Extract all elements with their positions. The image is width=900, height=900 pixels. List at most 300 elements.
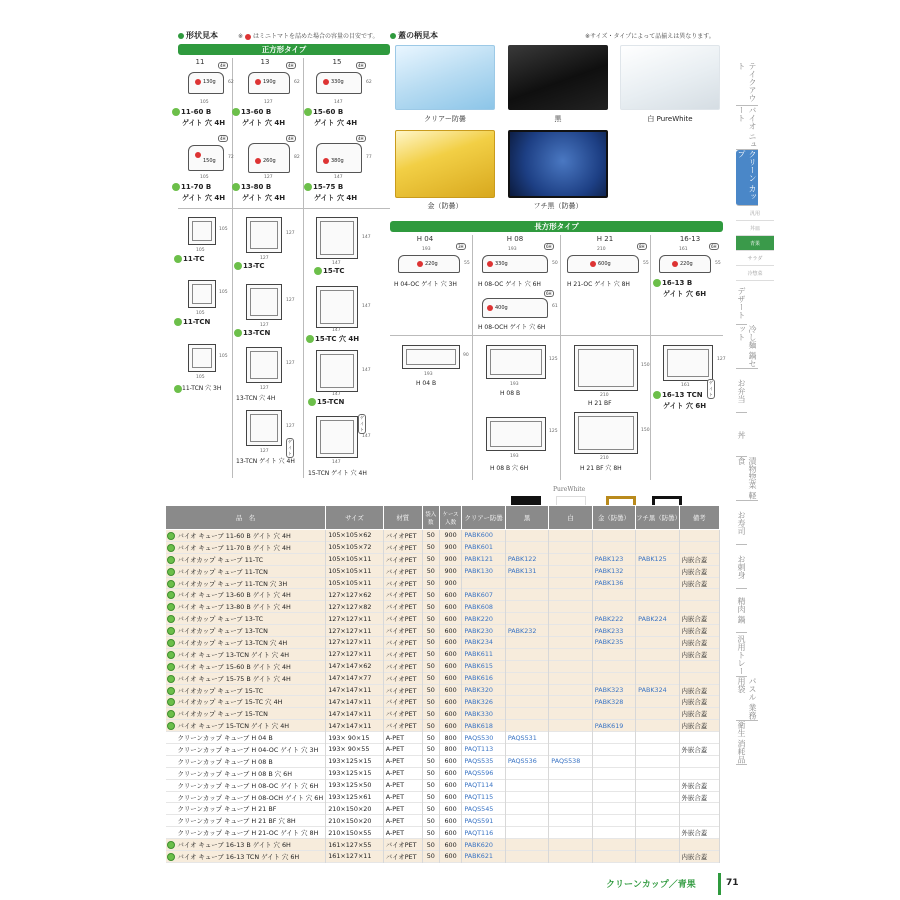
bag-count-cell: 50 — [422, 851, 439, 863]
product-label: 15-TC — [314, 267, 345, 275]
lid-photo-fuchi-black — [508, 130, 608, 198]
clear-code-cell: PABK601 — [462, 541, 505, 553]
remark-cell: 内嵌合蓋 — [679, 708, 719, 720]
table-row — [166, 839, 720, 851]
remark-cell — [679, 530, 719, 542]
lid-photo-clear — [395, 45, 495, 110]
clear-code-cell: PABK326 — [462, 696, 505, 708]
clear-code-cell: PABK330 — [462, 708, 505, 720]
product-label: H 08 B — [500, 390, 521, 397]
table-row — [166, 684, 720, 696]
clear-code-cell: PAQT116 — [462, 827, 505, 839]
black-code-cell — [505, 815, 548, 827]
eco-leaf-icon — [304, 108, 312, 116]
lid-label-black: 黒 — [554, 115, 562, 123]
clear-code-cell: PABK600 — [462, 530, 505, 542]
hole-badge: 4H — [288, 63, 294, 68]
bag-count-cell: 50 — [422, 637, 439, 649]
clear-code-cell: PABK130 — [462, 565, 505, 577]
black-code-cell — [505, 637, 548, 649]
material-cell: バイオPET — [383, 577, 422, 589]
black-code-cell: PAQS536 — [505, 755, 548, 767]
black-code-cell — [505, 696, 548, 708]
case-count-cell: 600 — [439, 779, 462, 791]
white-code-cell — [549, 530, 592, 542]
black-code-cell — [505, 791, 548, 803]
eco-leaf-icon — [653, 391, 661, 399]
name-cell: クリーンカップ キューブ H 08 B — [166, 755, 326, 767]
red-dot-icon — [417, 261, 423, 267]
bag-count-cell: 50 — [422, 648, 439, 660]
red-dot-icon — [255, 79, 261, 85]
fuchi-code-cell — [636, 767, 679, 779]
case-count-cell: 600 — [439, 851, 462, 863]
gold-code-cell — [592, 672, 635, 684]
name-cell: バイオカップ キューブ 11-TC — [166, 553, 326, 565]
lid-drawing — [316, 286, 358, 328]
material-cell: バイオPET — [383, 553, 422, 565]
case-count-cell: 600 — [439, 708, 462, 720]
cup-drawing: 330g — [482, 255, 548, 273]
material-cell: バイオPET — [383, 851, 422, 863]
side-tab[interactable]: 衛生 消耗品 — [737, 721, 746, 764]
side-subtab[interactable]: サラダ — [736, 251, 774, 266]
clear-code-cell: PABK616 — [462, 672, 505, 684]
material-cell: バイオPET — [383, 601, 422, 613]
material-cell: A-PET — [383, 815, 422, 827]
material-cell: A-PET — [383, 755, 422, 767]
col-black: 黒 — [505, 506, 548, 530]
lid-drawing — [246, 347, 282, 383]
col-bag: 袋入数 — [422, 506, 439, 530]
table-body — [166, 530, 720, 863]
white-code-cell — [549, 696, 592, 708]
product-label: 15-60 B — [304, 108, 343, 116]
name-cell: バイオカップ キューブ 13-TCN — [166, 625, 326, 637]
red-dot-icon — [487, 261, 493, 267]
black-code-cell: PABK122 — [505, 553, 548, 565]
remark-cell: 外嵌合蓋 — [679, 827, 719, 839]
gold-code-cell — [592, 732, 635, 744]
gold-code-cell: PABK233 — [592, 625, 635, 637]
lid-drawing — [188, 344, 216, 372]
eco-leaf-icon — [167, 544, 175, 552]
eco-leaf-icon — [167, 675, 175, 683]
clear-code-cell: PABK230 — [462, 625, 505, 637]
lid-drawing — [486, 417, 546, 451]
side-tab[interactable]: お刺身 — [736, 545, 747, 589]
table-row — [166, 720, 720, 732]
material-cell: バイオPET — [383, 613, 422, 625]
black-code-cell — [505, 672, 548, 684]
clear-code-cell: PABK621 — [462, 851, 505, 863]
hole-badge: 6H — [546, 244, 552, 249]
hole-badge: 8H — [639, 244, 645, 249]
bag-count-cell: 50 — [422, 613, 439, 625]
eco-leaf-icon — [232, 183, 240, 191]
fuchi-code-cell — [636, 815, 679, 827]
col-head-h08: H 08 — [506, 235, 524, 243]
name-cell: バイオ キューブ 11-60 B ゲイト 穴 4H — [166, 530, 326, 542]
product-label: 13-60 B — [232, 108, 271, 116]
size-cell: 127×127×62 — [326, 589, 384, 601]
col-head-15: 15 — [332, 58, 342, 66]
grid-divider — [472, 235, 473, 480]
side-tab[interactable]: お弁当 — [736, 369, 747, 413]
size-cell: 193×125×50 — [326, 779, 384, 791]
fuchi-code-cell — [636, 696, 679, 708]
eco-leaf-icon — [172, 108, 180, 116]
case-count-cell: 600 — [439, 648, 462, 660]
table-row — [166, 613, 720, 625]
rect-type-bar: 長方形タイプ — [390, 221, 723, 232]
name-cell: クリーンカップ キューブ H 04 B — [166, 732, 326, 744]
white-code-cell — [549, 815, 592, 827]
black-code-cell — [505, 613, 548, 625]
side-tab[interactable]: テイクアウト — [736, 62, 758, 106]
size-cell: 210×150×20 — [326, 803, 384, 815]
bag-count-cell: 50 — [422, 720, 439, 732]
side-tab[interactable]: クリーン カップ — [736, 150, 758, 206]
gold-code-cell — [592, 839, 635, 851]
clear-code-cell: PABK607 — [462, 589, 505, 601]
product-label: H 08-OC ゲイト 穴 6H — [478, 281, 541, 288]
material-cell: A-PET — [383, 732, 422, 744]
lid-photo-black — [508, 45, 608, 110]
hole-badge: 4H — [220, 136, 226, 141]
fuchi-code-cell — [636, 565, 679, 577]
product-label: H 08 B 穴 6H — [490, 465, 529, 472]
black-code-cell — [505, 827, 548, 839]
table-row — [166, 803, 720, 815]
size-cell: 161×127×11 — [326, 851, 384, 863]
eco-leaf-icon — [167, 639, 175, 647]
remark-cell — [679, 839, 719, 851]
side-tab[interactable]: パスル 業務用袋 — [737, 677, 757, 720]
black-code-cell — [505, 541, 548, 553]
lid-label-fuchi-black: フチ黒（防曇） — [533, 202, 583, 210]
white-code-cell — [549, 720, 592, 732]
material-cell: バイオPET — [383, 660, 422, 672]
side-subtab[interactable]: 冷惣菜 — [736, 266, 774, 281]
size-cell: 193× 90×15 — [326, 732, 384, 744]
product-label: 11-70 B — [172, 183, 211, 191]
lid-label-white: 白 PureWhite — [647, 115, 693, 123]
case-count-cell: 600 — [439, 637, 462, 649]
cup-drawing: 380g — [316, 143, 362, 173]
side-index — [736, 62, 774, 765]
case-count-cell: 900 — [439, 565, 462, 577]
lid-drawing — [188, 217, 216, 245]
material-cell: A-PET — [383, 827, 422, 839]
remark-cell — [679, 815, 719, 827]
white-code-cell — [549, 767, 592, 779]
col-case: ケース入数 — [439, 506, 462, 530]
size-cell: 105×105×62 — [326, 530, 384, 542]
product-label: 11-TC — [174, 255, 205, 263]
case-count-cell: 600 — [439, 839, 462, 851]
fuchi-code-cell — [636, 660, 679, 672]
size-cell: 147×147×11 — [326, 708, 384, 720]
grid-divider — [303, 58, 304, 478]
material-cell: A-PET — [383, 744, 422, 756]
name-cell: クリーンカップ キューブ H 08 B 穴 6H — [166, 767, 326, 779]
gold-code-cell — [592, 827, 635, 839]
size-cell: 147×147×11 — [326, 684, 384, 696]
gold-code-cell — [592, 589, 635, 601]
hole-badge: 4H — [288, 136, 294, 141]
gold-code-cell — [592, 530, 635, 542]
black-code-cell — [505, 839, 548, 851]
white-code-cell: PAQS538 — [549, 755, 592, 767]
col-material: 材質 — [383, 506, 422, 530]
bag-count-cell: 50 — [422, 791, 439, 803]
gold-code-cell — [592, 708, 635, 720]
bag-count-cell: 50 — [422, 553, 439, 565]
bag-count-cell: 50 — [422, 541, 439, 553]
gate-badge: ゲイト — [709, 380, 713, 397]
gold-code-cell — [592, 648, 635, 660]
lid-drawing — [402, 345, 460, 369]
product-label: 15-TC 穴 4H — [306, 334, 359, 344]
white-code-cell — [549, 672, 592, 684]
white-code-cell — [549, 613, 592, 625]
fuchi-code-cell — [636, 708, 679, 720]
shape-sample-title: 形状見本 — [178, 30, 218, 41]
side-tab[interactable]: 漬物惣菜 軽食 — [737, 457, 757, 500]
eco-leaf-icon — [167, 591, 175, 599]
eco-leaf-icon — [308, 398, 316, 406]
product-label: H 21-OC ゲイト 穴 8H — [567, 281, 630, 288]
white-code-cell — [549, 708, 592, 720]
case-count-cell: 600 — [439, 684, 462, 696]
product-label: H 08-OCH ゲイト 穴 6H — [478, 324, 546, 331]
table-row — [166, 530, 720, 542]
name-cell: クリーンカップ キューブ H 04-OC ゲイト 穴 3H — [166, 744, 326, 756]
remark-cell: 内嵌合蓋 — [679, 565, 719, 577]
red-dot-icon — [323, 79, 329, 85]
cup-drawing: 400g — [482, 298, 548, 318]
product-label: 11-60 B — [172, 108, 211, 116]
case-count-cell: 600 — [439, 660, 462, 672]
fuchi-code-cell — [636, 791, 679, 803]
product-label: 13-TC — [234, 262, 265, 270]
case-count-cell: 600 — [439, 815, 462, 827]
case-count-cell: 600 — [439, 791, 462, 803]
grid-divider — [232, 58, 233, 478]
white-code-cell — [549, 803, 592, 815]
remark-cell: 外嵌合蓋 — [679, 744, 719, 756]
table-row — [166, 541, 720, 553]
name-cell: バイオ キューブ 15-75 B ゲイト 穴 4H — [166, 672, 326, 684]
product-label: 13-TCN ゲイト 穴 4H — [236, 458, 295, 465]
gold-code-cell: PABK132 — [592, 565, 635, 577]
size-cell: 127×127×11 — [326, 613, 384, 625]
product-label: 15-TCN ゲイト 穴 4H — [308, 470, 367, 477]
case-count-cell: 900 — [439, 577, 462, 589]
remark-cell — [679, 767, 719, 779]
fuchi-code-cell — [636, 589, 679, 601]
side-tab[interactable]: バイオ ニュート — [737, 106, 757, 149]
catalog-page: 形状見本 ※ はミニトマトを詰めた場合の容量の目安です。 正方形タイプ 蓋の柄見本 ※サイズ・タイプによって品揃えは異なります。 11 13 15 130g 4H 105 62 11-60 B ゲイト 穴 4H 190g 4H 127 62 13-60 B ゲイト 穴 4H 330g 4H 147 62 15-60 B ゲイト 穴 4H 150g 4H 105 72 11-70 B ゲイト 穴 4H 260g 4H 127 82 13-80 B ゲイト 穴 4H 380g 4H 147 77 15-75 B ゲイト 穴 4H 105 105 11-TC 105 105 11-TCN 105 105 11-TCN 穴 3H 127 127 13-TC 127 127 13-TCN 127 127 13-TCN 穴 4H ゲイト 127 127 13-TCN ゲイト 穴 4H 147 147 15-TC 147 147 15-TC 穴 4H 147 147 15-TCN ゲイト 147 147 15-TCN ゲイト 穴 4H クリアー防曇 黒 白 PureWhite 金（防曇） フチ黒（防曇） 長方形タイプ H 04 H 08 H 21 16-13 220g 3H 193 55 H 04-OC ゲイト 穴 3H 330g 6H 193 50 H 08-OC ゲイト 穴 6H 400g 6H 61 H 08-OCH ゲイト 穴 6H 600g 8H 210 55 H 21-OC ゲイト 穴 8H 220g 6H 161 55 16-13 B ゲイト 穴 6H 193 90 H 04 B 193 125 H 08 B 210 150 H 21 BF ゲイト 161 127 16-13 TCN ゲイト 穴 6H 193 125 H 08 B 穴 6H 210 150 H 21 BF 穴 8H PureWhite 品 名 サイズ 材質 袋入数 ケース入数 クリアー防曇 黒 白 金（防曇） フチ黒（防曇） 備考 バイオ キューブ 11-60 B ゲイト 穴 4H 105×105×62 バイオPET 50 900 PABK600 バイオ キューブ 11-70 B ゲイト 穴 4H 105×105×72 バイオPET 50 900 PABK601 バイオカップ キューブ 11-TC 105×105×11 バイオPET 50 900 PABK121 PABK122 PABK123 PABK125 内嵌合蓋 バイオカップ キューブ 11-TCN 105×105×11 バイオPET 50 900 PABK130 PABK131 PABK132 内嵌合蓋 バイオカップ キューブ 11-TCN 穴 3H 105×105×11 バイオPET 50 900 PABK136 内嵌合蓋 バイオ キューブ 13-60 B ゲイト 穴 4H 127×127×62 バイオPET 50 600 PABK607 バイオ キューブ 13-80 B ゲイト 穴 4H 127×127×82 バイオPET 50 600 PABK608 バイオカップ キューブ 13-TC 127×127×11 バイオPET 50 600 PABK220 PABK222 PABK224 内嵌合蓋 バイオカップ キューブ 13-TCN 127×127×11 バイオPET 50 600 PABK230 PABK232 PABK233 内嵌合蓋 バイオカップ キューブ 13-TCN 穴 4H 127×127×11 バイオPET 50 600 PABK234 PABK235 内嵌合蓋 バイオ キューブ 13-TCN ゲイト 穴 4H 127×127×11 バイオPET 50 600 PABK611 内嵌合蓋 バイオ キューブ 15-60 B ゲイト 穴 4H 147×147×62 バイオPET 50 600 PABK615 バイオ キューブ 15-75 B ゲイト 穴 4H 147×147×77 バイオPET 50 600 PABK616 バイオカップ キューブ 15-TC 147×147×11 バイオPET 50 600 PABK320 PABK323 PABK324 内嵌合蓋 バイオカップ キューブ 15-TC 穴 4H 147×147×11 バイオPET 50 600 PABK326 PABK328 内嵌合蓋 バイオカップ キューブ 15-TCN 147×147×11 バイオPET 50 600 PABK330 内嵌合蓋 バイオ キューブ 15-TCN ゲイト 穴 4H 147×147×11 バイオPET 50 600 PABK618 PABK619 内嵌合蓋 クリーンカップ キューブ H 04 B 193× 90×15 A-PET 50 800 PAQS530 PAQS531 クリーンカップ キューブ H 04-OC ゲイト 穴 3H 193× 90×55 A-PET 50 800 PAQT113 外嵌合蓋 クリーンカップ キューブ H 08 B 193×125×15 A-PET 50 600 PAQS535 PAQS536 PAQS538 クリーンカップ キューブ H 08 B 穴 6H 193×125×15 A-PET 50 600 PAQS596 クリーンカップ キューブ H 08-OC ゲイト 穴 6H 193×125×50 A-PET 50 600 PAQT114 外嵌合蓋 クリーンカップ キューブ H 08-OCH ゲイト 穴 6H 193×125×61 A-PET 50 600 PAQT115 外嵌合蓋 クリーンカップ キューブ H 21 BF 210×150×20 A-PET 50 600 PAQS545 クリーンカップ キューブ H 21 BF 穴 8H 210×150×20 A-PET 50 600 PAQS591 クリーンカップ キューブ H 21-OC ゲイト 穴 8H 210×150×55 A-PET 50 600 PAQT116 外嵌合蓋 バイオ キューブ 16-13 B ゲイト 穴 6H 161×127×55 バイオPET 50 600 PABK620 バイオ キューブ 16-13 TCN ゲイト 穴 6H 161×127×11 バイオPET 50 600 PABK621 内嵌合蓋 テイクアウト バイオ ニュート クリーン カップ 汎用 丼皿 青果 サラダ 冷惣菜 デザート 冷し麺 鍋セット お弁当 丼 漬物惣菜 軽食 お寿司 お刺身 精肉 鍋 汎用トレー パスル 業務用袋 衛生 消耗品 クリーンカップ／青果 71 — [0, 0, 900, 900]
clear-code-cell: PAQT114 — [462, 779, 505, 791]
cup-drawing: 130g — [188, 72, 224, 94]
eco-leaf-icon — [167, 722, 175, 730]
product-label: 15-TCN — [308, 398, 344, 406]
table-row — [166, 648, 720, 660]
lid-drawing — [574, 345, 638, 391]
side-subtab[interactable]: 汎用 — [736, 206, 774, 221]
gold-code-cell — [592, 755, 635, 767]
product-label: 11-TCN — [174, 318, 210, 326]
case-count-cell: 600 — [439, 613, 462, 625]
white-code-cell — [549, 541, 592, 553]
clear-code-cell: PABK611 — [462, 648, 505, 660]
material-cell: A-PET — [383, 791, 422, 803]
gold-code-cell: PABK123 — [592, 553, 635, 565]
eco-leaf-icon — [174, 318, 182, 326]
clear-code-cell: PABK618 — [462, 720, 505, 732]
cup-drawing: 150g — [188, 145, 224, 171]
side-tab[interactable]: 汎用トレー — [736, 633, 747, 677]
square-type-bar: 正方形タイプ — [178, 44, 390, 55]
gold-code-cell: PABK323 — [592, 684, 635, 696]
eco-leaf-icon — [167, 687, 175, 695]
case-count-cell: 600 — [439, 720, 462, 732]
remark-cell — [679, 601, 719, 613]
clear-code-cell: PABK121 — [462, 553, 505, 565]
remark-cell: 外嵌合蓋 — [679, 779, 719, 791]
remark-cell: 内嵌合蓋 — [679, 684, 719, 696]
size-cell: 127×127×11 — [326, 637, 384, 649]
eco-leaf-icon — [167, 615, 175, 623]
table-row — [166, 565, 720, 577]
clear-code-cell: PAQS545 — [462, 803, 505, 815]
bag-count-cell: 50 — [422, 684, 439, 696]
name-cell: バイオカップ キューブ 11-TCN 穴 3H — [166, 577, 326, 589]
product-label: H 04-OC ゲイト 穴 3H — [394, 281, 457, 288]
remark-cell: 内嵌合蓋 — [679, 696, 719, 708]
side-tab[interactable]: お寿司 — [736, 501, 747, 545]
lid-drawing — [246, 284, 282, 320]
size-cell: 193× 90×55 — [326, 744, 384, 756]
cup-drawing: 600g — [567, 255, 639, 273]
side-tab[interactable]: 丼 — [736, 413, 747, 457]
lid-note: ※サイズ・タイプによって品揃えは異なります。 — [585, 33, 715, 40]
name-cell: バイオ キューブ 15-TCN ゲイト 穴 4H — [166, 720, 326, 732]
fuchi-code-cell — [636, 827, 679, 839]
gold-code-cell — [592, 767, 635, 779]
eco-leaf-icon — [653, 279, 661, 287]
lid-drawing — [574, 412, 638, 454]
table-row — [166, 827, 720, 839]
col-remark: 備考 — [679, 506, 719, 530]
fuchi-code-cell: PABK125 — [636, 553, 679, 565]
table-row — [166, 708, 720, 720]
eco-leaf-icon — [167, 663, 175, 671]
bag-count-cell: 50 — [422, 696, 439, 708]
black-code-cell — [505, 589, 548, 601]
remark-cell: 内嵌合蓋 — [679, 553, 719, 565]
lid-photo-white — [620, 45, 720, 110]
material-cell: A-PET — [383, 767, 422, 779]
remark-cell — [679, 660, 719, 672]
fuchi-code-cell — [636, 732, 679, 744]
case-count-cell: 600 — [439, 803, 462, 815]
cup-drawing: 190g — [248, 72, 290, 94]
bag-count-cell: 50 — [422, 839, 439, 851]
bag-count-cell: 50 — [422, 767, 439, 779]
case-count-cell: 600 — [439, 767, 462, 779]
case-count-cell: 600 — [439, 827, 462, 839]
side-tab[interactable]: 冷し麺 鍋セット — [737, 325, 757, 368]
eco-leaf-icon — [306, 335, 314, 343]
product-label: H 04 B — [416, 380, 437, 387]
clear-code-cell: PABK220 — [462, 613, 505, 625]
bag-count-cell: 50 — [422, 779, 439, 791]
bag-count-cell: 50 — [422, 708, 439, 720]
remark-cell: 内嵌合蓋 — [679, 637, 719, 649]
bullet-icon — [178, 33, 184, 39]
hole-badge: 6H — [546, 291, 552, 296]
side-tab[interactable]: 精肉 鍋 — [736, 589, 747, 633]
table-row — [166, 815, 720, 827]
side-subtab[interactable]: 丼皿 — [736, 221, 774, 236]
capacity-note: ※ はミニトマトを詰めた場合の容量の目安です。 — [238, 33, 379, 40]
white-code-cell — [549, 660, 592, 672]
size-cell: 105×105×11 — [326, 577, 384, 589]
eco-leaf-icon — [167, 568, 175, 576]
material-cell: バイオPET — [383, 541, 422, 553]
material-cell: バイオPET — [383, 720, 422, 732]
side-tab[interactable]: デザート — [736, 281, 747, 325]
white-code-cell — [549, 648, 592, 660]
material-cell: バイオPET — [383, 565, 422, 577]
white-code-cell — [549, 565, 592, 577]
name-cell: バイオ キューブ 16-13 B ゲイト 穴 6H — [166, 839, 326, 851]
bag-count-cell: 50 — [422, 827, 439, 839]
white-code-cell — [549, 625, 592, 637]
col-white: 白 — [549, 506, 592, 530]
eco-leaf-icon — [167, 603, 175, 611]
size-cell: 161×127×55 — [326, 839, 384, 851]
black-code-cell — [505, 720, 548, 732]
name-cell: クリーンカップ キューブ H 21-OC ゲイト 穴 8H — [166, 827, 326, 839]
material-cell: バイオPET — [383, 625, 422, 637]
red-dot-icon — [195, 79, 201, 85]
name-cell: バイオ キューブ 11-70 B ゲイト 穴 4H — [166, 541, 326, 553]
side-subtab[interactable]: 青果 — [736, 236, 774, 251]
size-cell: 210×150×20 — [326, 815, 384, 827]
name-cell: バイオカップ キューブ 13-TC — [166, 613, 326, 625]
lid-drawing — [663, 345, 713, 381]
red-dot-icon — [195, 152, 201, 158]
col-gold: 金（防曇） — [592, 506, 635, 530]
eco-leaf-icon — [234, 262, 242, 270]
material-cell: バイオPET — [383, 589, 422, 601]
eco-leaf-icon — [167, 556, 175, 564]
black-code-cell — [505, 744, 548, 756]
table-row — [166, 755, 720, 767]
grid-divider — [178, 208, 390, 209]
name-cell: バイオカップ キューブ 13-TCN 穴 4H — [166, 637, 326, 649]
case-count-cell: 600 — [439, 696, 462, 708]
fuchi-code-cell — [636, 803, 679, 815]
material-cell: バイオPET — [383, 648, 422, 660]
lid-drawing — [316, 350, 358, 392]
bag-count-cell: 50 — [422, 815, 439, 827]
clear-code-cell: PAQS535 — [462, 755, 505, 767]
